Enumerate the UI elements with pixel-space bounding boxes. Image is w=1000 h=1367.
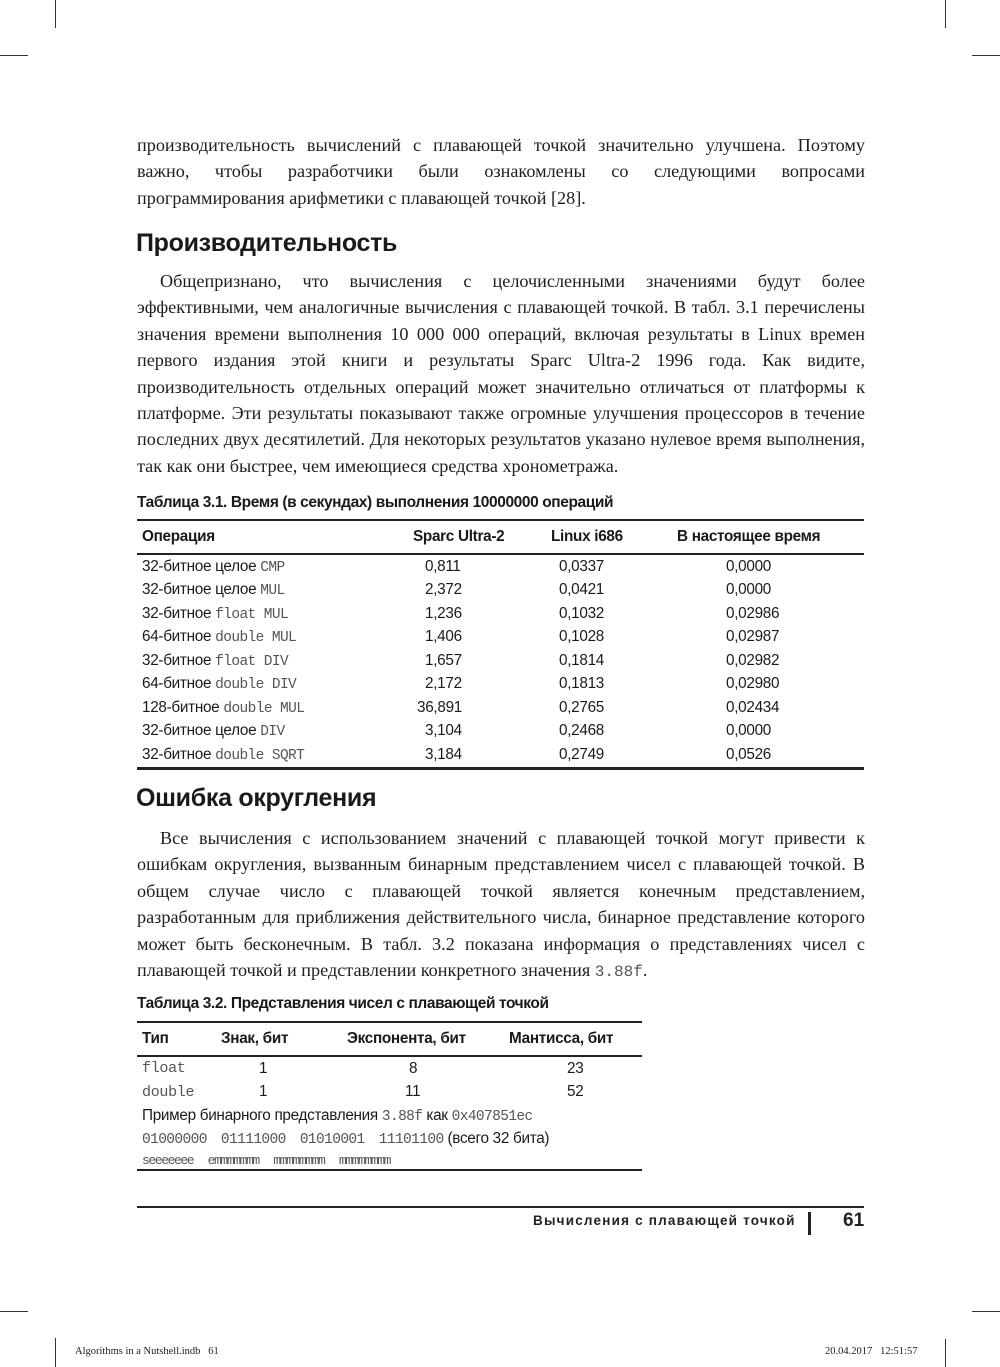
sparc-cell: 3,184 — [425, 745, 462, 763]
sparc-cell: 0,811 — [425, 557, 461, 575]
linux-cell: 0,1814 — [559, 651, 604, 669]
table2-caption: Таблица 3.2. Представления чисел с плавающей точкой — [137, 995, 549, 1012]
now-cell: 0,0000 — [726, 557, 771, 575]
now-cell: 0,02986 — [726, 604, 780, 622]
crop-mark-top-right-vertical — [945, 0, 946, 28]
column-header-operation: Операция — [142, 528, 215, 545]
bit-layout-row — [137, 1151, 642, 1170]
crop-mark-top-left-vertical — [55, 0, 56, 28]
linux-cell: 0,1813 — [559, 675, 604, 693]
table-row — [137, 554, 864, 579]
now-cell: 0,02980 — [726, 675, 780, 693]
sign-cell: 1 — [259, 1059, 268, 1077]
column-header-linux: Linux i686 — [551, 528, 623, 545]
sparc-cell: 3,104 — [425, 722, 462, 740]
sign-cell: 1 — [259, 1083, 268, 1101]
crop-mark-bottom-left-horizontal — [0, 1311, 28, 1312]
column-header-type: Тип — [142, 1030, 169, 1047]
sparc-cell: 1,657 — [425, 651, 462, 669]
column-header-exponent: Экспонента, бит — [347, 1030, 466, 1047]
performance-paragraph: Общепризнано, что вычисления с целочисленными значениями будут более эффективными, чем аналогичные вычисления с плавающей точкой. В табл. 3.1 перечислены значения времени выполнения 10 000 000 операций, включая результаты в Linux времен первого издания этой книги и результаты Sparc Ultra-2 1996 года. Как видите, производительность отдельных операций может значительно отличаться от платформы к платформе. Эти результаты показывают также огромные улучшения процессоров в течение последних двух десятилетий. Для некоторых результатов указано нулевое время выполнения, так как они быстрее, чем имеющиеся средства хронометража. — [137, 271, 865, 476]
operation-cell: 128-битное double MUL — [142, 698, 305, 717]
sparc-cell: 2,172 — [425, 675, 462, 693]
type-cell: double — [142, 1083, 195, 1101]
now-cell: 0,02434 — [726, 698, 780, 716]
column-header-mantissa: Мантисса, бит — [509, 1030, 614, 1047]
binary-row — [137, 1128, 642, 1152]
table1-header-row — [137, 520, 864, 554]
operation-cell: 32-битное float DIV — [142, 651, 289, 670]
sparc-cell: 36,891 — [417, 698, 462, 716]
table-float-representation — [137, 1021, 642, 1171]
column-header-sparc: Sparc Ultra-2 — [413, 528, 505, 545]
slug-datetime: 20.04.2017 12:51:57 — [825, 1346, 918, 1357]
bit-layout: seeeeeee emmmmmmm mmmmmmmm mmmmmmmm — [142, 1153, 391, 1168]
operation-cell: 32-битное целое DIV — [142, 722, 285, 741]
table-row — [137, 649, 864, 673]
column-header-sign: Знак, бит — [221, 1030, 289, 1047]
slug-file-name: Algorithms in a Nutshell.indb 61 — [75, 1346, 219, 1357]
page-number: 61 — [843, 1210, 865, 1231]
operation-cell: 32-битное целое CMP — [142, 557, 285, 576]
section-heading-rounding-error: Ошибка округления — [136, 784, 377, 812]
table-row — [137, 673, 864, 697]
crop-mark-bottom-right-horizontal — [972, 1311, 1000, 1312]
mantissa-cell: 23 — [567, 1059, 584, 1077]
sparc-cell: 2,372 — [425, 581, 462, 599]
table-row — [137, 626, 864, 650]
table-row — [137, 696, 864, 720]
intro-paragraph: производительность вычислений с плавающей точкой значительно улучшена. Поэтому важно, чтобы разработчики были ознакомлены со следующими вопросами программирования арифметики с плавающей точкой [28]. — [137, 135, 865, 208]
linux-cell: 0,2749 — [559, 745, 604, 763]
mantissa-cell: 52 — [567, 1083, 584, 1101]
footer-rule — [137, 1206, 864, 1208]
now-cell: 0,0526 — [726, 745, 771, 763]
table-row — [137, 579, 864, 603]
table-row — [137, 1056, 642, 1081]
table-timings — [137, 519, 864, 770]
operation-cell: 64-битное double DIV — [142, 675, 297, 694]
linux-cell: 0,0337 — [559, 557, 604, 575]
table1-caption: Таблица 3.1. Время (в секундах) выполнения 10000000 операций — [137, 494, 614, 511]
exponent-cell: 11 — [405, 1083, 421, 1101]
crop-mark-top-left-horizontal — [0, 55, 28, 56]
crop-mark-top-right-horizontal — [972, 55, 1000, 56]
now-cell: 0,0000 — [726, 581, 771, 599]
section-heading-performance: Производительность — [136, 229, 398, 257]
now-cell: 0,0000 — [726, 722, 771, 740]
linux-cell: 0,1028 — [559, 628, 604, 646]
linux-cell: 0,0421 — [559, 581, 604, 599]
operation-cell: 32-битное целое MUL — [142, 581, 285, 600]
example-row — [137, 1104, 642, 1128]
table-row — [137, 602, 864, 626]
footer-separator — [808, 1212, 811, 1235]
example-description: Пример бинарного представления 3.88f как 0x407851ec — [142, 1106, 533, 1125]
linux-cell: 0,2468 — [559, 722, 604, 740]
crop-mark-bottom-right-vertical — [945, 1339, 946, 1367]
operation-cell: 32-битное float MUL — [142, 604, 289, 623]
column-header-now: В настоящее время — [677, 528, 821, 545]
linux-cell: 0,2765 — [559, 698, 604, 716]
table2-header-row — [137, 1022, 642, 1056]
type-cell: float — [142, 1060, 186, 1078]
rounding-error-paragraph: Все вычисления с использованием значений с плавающей точкой могут привести к ошибкам округления, вызванным бинарным представлением чисел с плавающей точкой. В общем случае число с плавающей точкой является конечным представлением, разработанным для приближения действительного числа, бинарное представление которого может быть бесконечным. В табл. 3.2 показана информация о представлениях чисел с плавающей точкой и представлении конкретного значения 3.88f. — [137, 828, 865, 982]
now-cell: 0,02987 — [726, 628, 780, 646]
operation-cell: 32-битное double SQRT — [142, 745, 305, 764]
sparc-cell: 1,236 — [425, 604, 462, 622]
table-row — [137, 743, 864, 768]
table-row — [137, 720, 864, 744]
running-title: Вычисления с плавающей точкой — [533, 1213, 796, 1228]
now-cell: 0,02982 — [726, 651, 780, 669]
linux-cell: 0,1032 — [559, 604, 604, 622]
operation-cell: 64-битное double MUL — [142, 628, 297, 647]
slug-mark-left — [55, 1338, 56, 1367]
exponent-cell: 8 — [409, 1059, 418, 1077]
table-row — [137, 1081, 642, 1105]
sparc-cell: 1,406 — [425, 628, 462, 646]
binary-representation: 01000000 01111000 01010001 11101100 (всего 32 бита) — [142, 1130, 550, 1149]
